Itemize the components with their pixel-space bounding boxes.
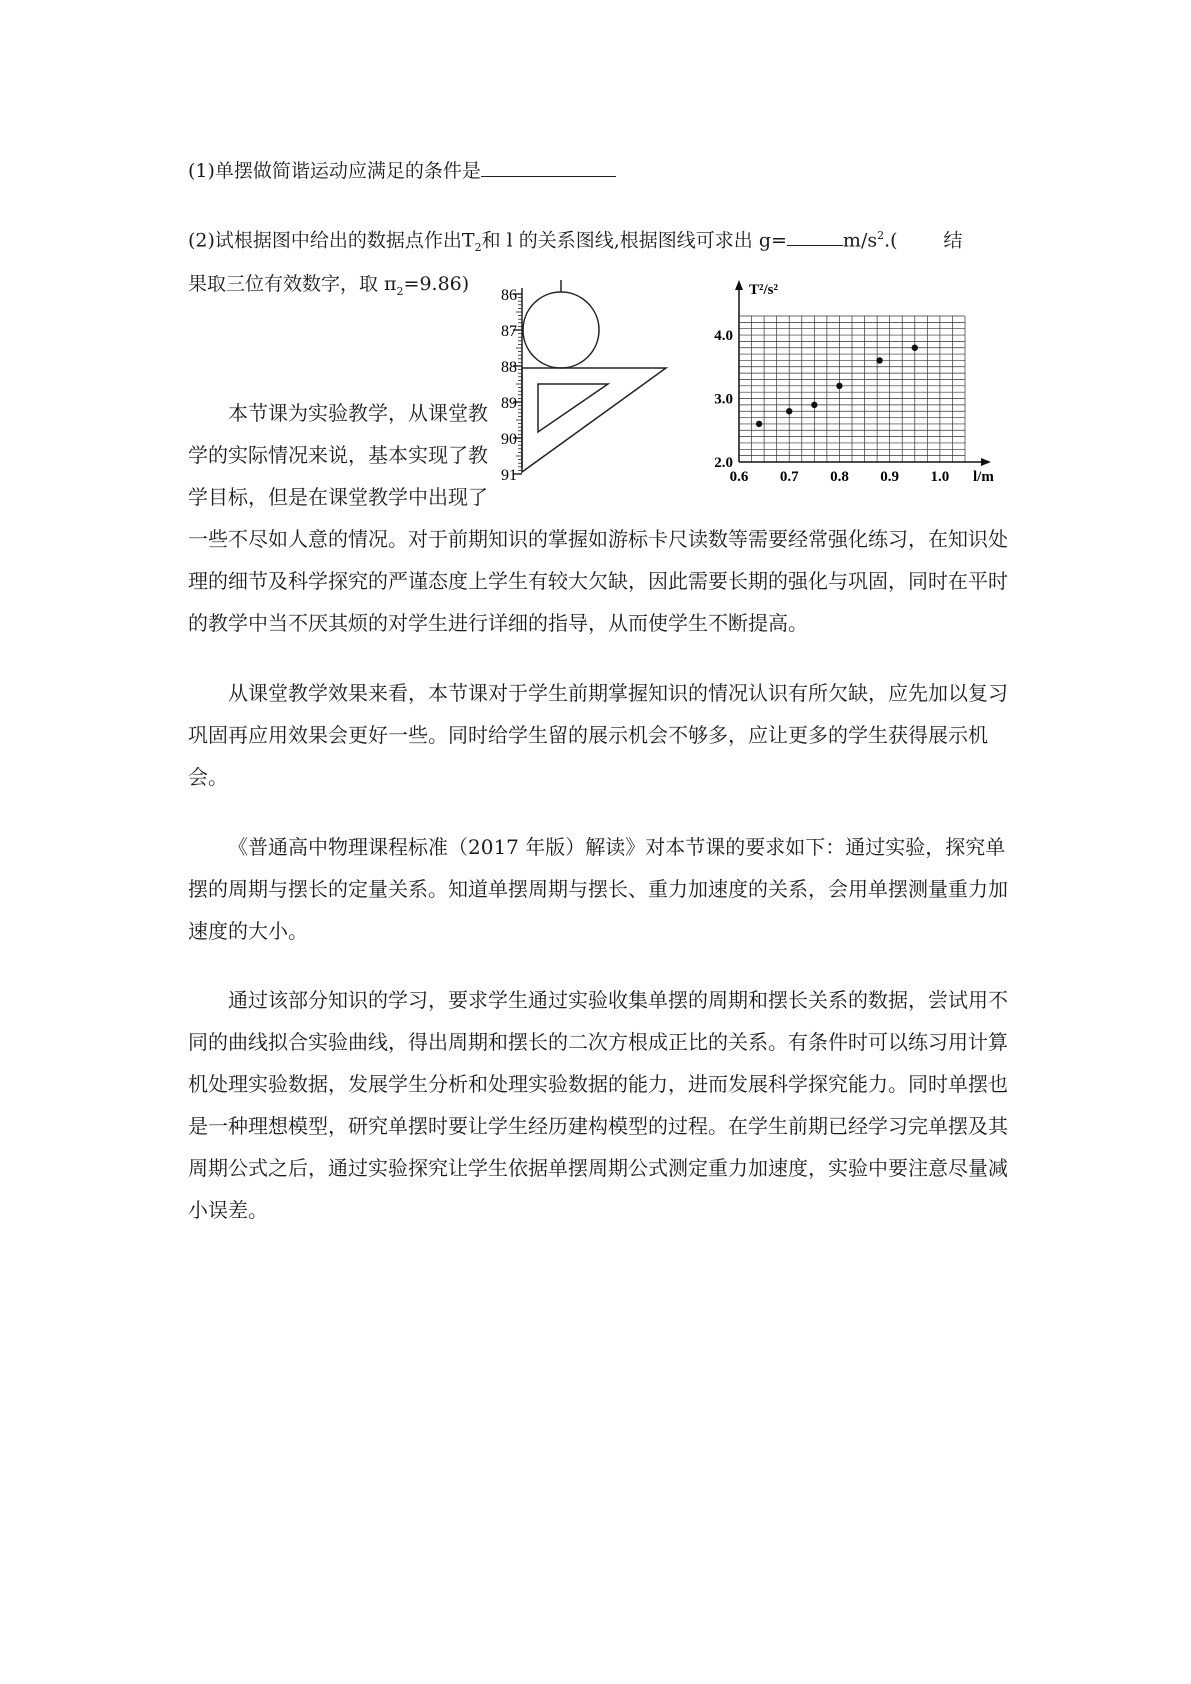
reflection-line-1: 本节课为实验教学，从课堂教 — [228, 401, 488, 425]
reflection-line-2: 学的实际情况来说，基本实现了教 — [188, 443, 488, 467]
reflection-wrap-text — [188, 392, 494, 518]
y-tick-label: 2.0 — [714, 455, 733, 471]
x-tick-label: 0.8 — [830, 469, 849, 485]
question-2-sup-b: 2 — [877, 229, 885, 242]
ruler-label: 90 — [501, 431, 517, 448]
question-2-sup-c: 2 — [396, 284, 404, 298]
data-point — [912, 345, 918, 351]
question-2-line2-b: =9.86) — [403, 273, 470, 295]
answer-blank-1[interactable] — [481, 156, 616, 177]
chart-x-label: l/m — [973, 469, 994, 485]
chart — [714, 280, 1065, 515]
question-2-line2-a: 果取三位有效数字，取 π — [188, 273, 397, 295]
chart-grid — [739, 316, 965, 462]
ruler-figure — [498, 280, 718, 510]
question-2-unit: m/s — [842, 229, 878, 252]
data-point — [756, 421, 762, 427]
pendulum-bob — [523, 292, 599, 368]
x-tick-label: 0.9 — [880, 469, 900, 485]
x-tick-label: 1.0 — [930, 469, 950, 485]
data-point — [876, 357, 882, 363]
answer-blank-g[interactable] — [787, 225, 843, 246]
question-2-sup-a: 2 — [474, 241, 482, 255]
data-point — [836, 383, 842, 389]
question-2-text-a: (2)试根据图中给出的数据点作出T — [188, 229, 475, 252]
reflection-line-3: 学目标，但是在课堂教学中出现了 — [188, 485, 488, 509]
question-1-text: (1)单摆做简谐运动应满足的条件是 — [188, 160, 481, 182]
question-2-text-d: 结 — [943, 229, 963, 252]
y-axis-arrow — [735, 280, 743, 290]
data-point — [811, 402, 817, 408]
ruler-label: 89 — [501, 395, 517, 412]
x-tick-label: 0.6 — [729, 469, 749, 485]
ruler-labels — [501, 287, 517, 484]
question-2-line-2 — [188, 270, 469, 306]
data-point — [786, 408, 792, 414]
set-square-inner — [538, 384, 608, 432]
question-1 — [188, 156, 616, 185]
standards-paragraph: 《普通高中物理课程标准（2017 年版）解读》对本节课的要求如下：通过实验，探究单摆的周期与摆长的定量关系。知道单摆周期与摆长、重力加速度的关系，会用单摆测量重力加速度的大小。 — [188, 835, 1008, 943]
chart-y-label: T²/s² — [749, 282, 779, 298]
summary-paragraph: 通过该部分知识的学习，要求学生通过实验收集单摆的周期和摆长关系的数据，尝试用不同的曲线拟合实验曲线，得出周期和摆长的二次方根成正比的关系。有条件时可以练习用计算机处理实验数据，发展学生分析和处理实验数据的能力，进而发展科学探究能力。同时单摆也是一种理想模型，研究单摆时要让学生经历建构模型的过程。在学生前期已经学习完单摆及其周期公式之后，通过实验探究让学生依据单摆周期公式测定重力加速度，实验中要注意尽量减小误差。 — [188, 988, 1008, 1222]
y-tick-label: 3.0 — [714, 391, 733, 408]
question-2-text-b: 和 l 的关系图线,根据图线可求出 g= — [481, 229, 787, 252]
reflection-paragraph-2: 从课堂教学效果来看，本节课对于学生前期掌握知识的情况认识有所欠缺，应先加以复习巩固再应用效果会更好一些。同时给学生留的展示机会不够多，应让更多的学生获得展示机会。 — [188, 681, 1008, 789]
ruler-label: 86 — [501, 287, 517, 304]
reflection-paragraph-1: 一些不尽如人意的情况。对于前期知识的掌握如游标卡尺读数等需要经常强化练习，在知识处理的细节及科学探究的严谨态度上学生有较大欠缺，因此需要长期的强化与巩固，同时在平时的教学中当不厌其烦的对学生进行详细的指导，从而使学生不断提高。 — [188, 527, 1008, 635]
y-tick-label: 4.0 — [714, 328, 733, 345]
ruler-label: 88 — [501, 359, 517, 376]
question-2-text-c: .( — [884, 229, 898, 252]
ruler-label: 91 — [501, 467, 517, 484]
x-axis-arrow — [981, 458, 991, 466]
ruler-label: 87 — [501, 323, 517, 340]
x-tick-label: 0.7 — [779, 469, 799, 485]
question-2 — [188, 222, 1010, 262]
